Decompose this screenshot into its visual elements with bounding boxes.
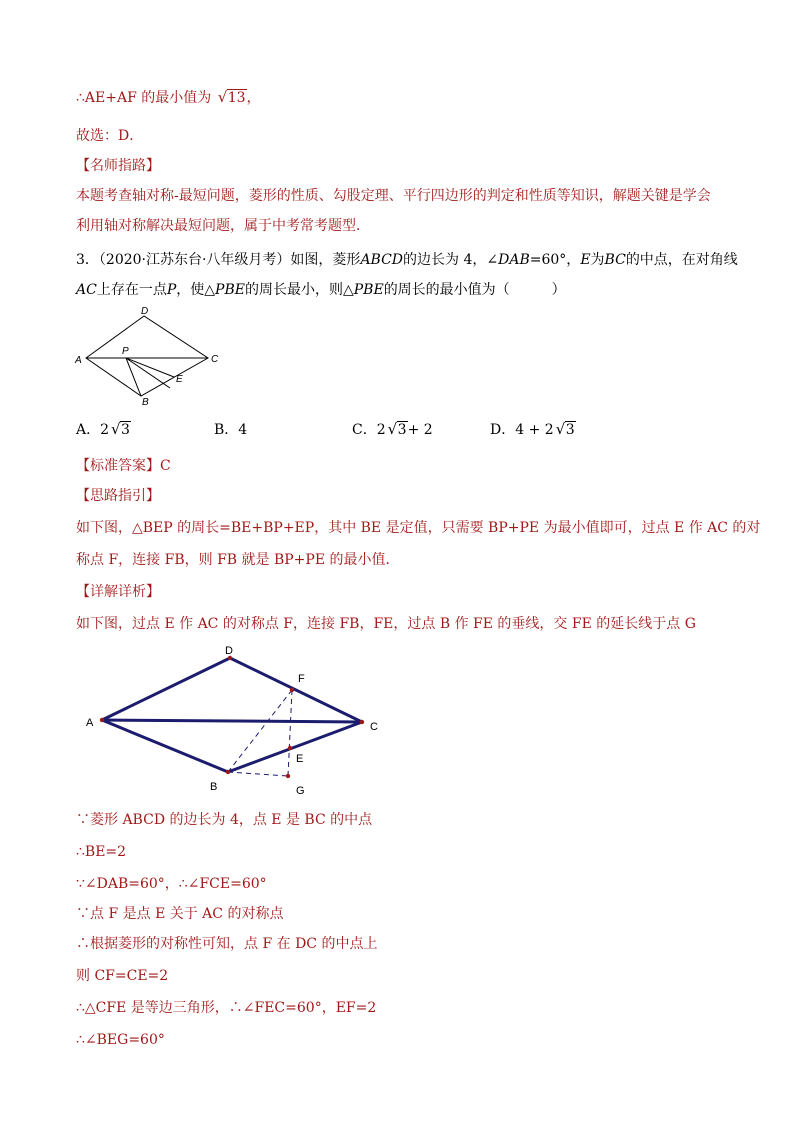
option-a-coef: 2	[100, 422, 110, 438]
analysis-step: ∴△CFE 是等边三角形，∴∠FEC=60°，EF=2	[76, 1000, 377, 1016]
analysis-heading: 【详解详析】	[76, 584, 160, 600]
option-d-label: D．	[490, 422, 516, 438]
fig1-label-a: A	[75, 355, 82, 366]
q3-point-p: P	[166, 282, 177, 298]
sqrt-13-radicand: 13	[227, 90, 246, 106]
option-c-suffix: + 2	[407, 422, 433, 438]
fig2-label-c: C	[370, 721, 378, 733]
option-a-sqrt: √ 3	[111, 420, 130, 438]
analysis-step: ∴BE=2	[76, 844, 127, 860]
option-a	[76, 420, 131, 440]
fig1-label-e: E	[176, 374, 183, 385]
fig2-label-b: B	[210, 781, 218, 793]
analysis-step: ∴∠BEG=60°	[76, 1032, 165, 1048]
solution-figure	[80, 642, 400, 802]
q3-text: 为	[590, 252, 605, 268]
segment-bg	[228, 772, 288, 776]
diagonal-ac	[102, 720, 362, 722]
question-3-line-1	[76, 250, 738, 270]
option-d-prefix: 4 + 2	[515, 422, 554, 438]
hint-text-2: 称点 F，连接 FB，则 FB 就是 BP+PE 的最小值．	[76, 552, 400, 568]
analysis-step: 则 CF=CE=2	[76, 968, 169, 984]
q3-angle-name: DAB	[498, 252, 530, 268]
fig1-label-c: C	[211, 354, 219, 365]
q3-text: 的边长为 4，∠	[403, 252, 499, 268]
option-b	[214, 420, 247, 440]
q3-text: 的中点，在对角线	[625, 252, 738, 268]
question-3-line-2	[76, 280, 566, 300]
choice-line: 故选：D．	[76, 128, 144, 144]
teacher-guide-text-1: 本题考查轴对称-最短问题，菱形的性质、勾股定理、平行四边形的判定和性质等知识，解题关键是学会	[76, 188, 711, 204]
analysis-step: ∵菱形 ABCD 的边长为 4，点 E 是 BC 的中点	[76, 812, 373, 828]
analysis-intro: 如下图，过点 E 作 AC 的对称点 F，连接 FB，FE，过点 B 作 FE 的垂线，交 FE 的延长线于点 G	[76, 616, 696, 632]
point-a	[100, 718, 104, 722]
option-c	[352, 420, 433, 440]
teacher-guide-text-2: 利用轴对称解决最短问题，属于中考常考题型．	[76, 218, 370, 234]
option-c-radicand: 3	[397, 422, 407, 438]
option-c-label: C．	[352, 422, 377, 438]
fig2-label-e: E	[296, 753, 304, 765]
rhombus-abcd	[102, 658, 362, 772]
conclusion-line	[76, 88, 261, 108]
q3-point-e: E	[580, 252, 591, 268]
option-d-sqrt: √ 3	[555, 420, 575, 438]
point-b	[226, 770, 230, 774]
point-c	[360, 720, 364, 724]
sqrt-13: √ 13	[217, 88, 246, 106]
point-e	[288, 746, 292, 750]
fig1-label-p: P	[122, 346, 129, 357]
option-d	[490, 420, 576, 440]
q3-text: 上存在一点	[96, 282, 167, 298]
q3-triangle-pbe: PBE	[353, 282, 384, 298]
q3-diagonal-ac: AC	[76, 282, 97, 298]
analysis-step: ∴根据菱形的对称性可知，点 F 在 DC 的中点上	[76, 936, 378, 952]
analysis-step: ∵点 F 是点 E 关于 AC 的对称点	[76, 906, 284, 922]
point-g	[286, 774, 290, 778]
option-a-radicand: 3	[121, 422, 130, 438]
hint-text-1: 如下图，△BEP 的周长=BE+BP+EP，其中 BE 是定值，只需要 BP+PE 为最小值即可，过点 E 作 AC 的对	[76, 520, 761, 536]
option-a-label: A．	[76, 422, 101, 438]
option-b-value: 4	[238, 422, 248, 438]
answer-value: C	[160, 458, 171, 474]
hint-heading: 【思路指引】	[76, 488, 160, 504]
q3-text: 的周长最小，则△	[244, 282, 354, 298]
q3-text: ，使△	[176, 282, 216, 298]
analysis-step: ∵∠DAB=60°，∴∠FCE=60°	[76, 876, 267, 892]
fig2-label-g: G	[296, 785, 305, 797]
q3-rhombus-name: ABCD	[360, 252, 404, 268]
fig1-label-d: D	[141, 306, 149, 317]
conclusion-prefix: ∴AE+AF 的最小值为	[76, 90, 212, 106]
fig2-label-d: D	[225, 645, 233, 657]
conclusion-suffix: ，	[246, 90, 261, 106]
q3-text: =60°，	[529, 252, 581, 268]
fig2-label-a: A	[86, 717, 94, 729]
fig1-label-b: B	[142, 397, 149, 406]
segment-fg	[288, 690, 292, 776]
point-f	[290, 688, 294, 692]
q3-text: 3．（2020·江苏东台·八年级月考）如图，菱形	[76, 252, 361, 268]
q3-triangle-pbe: PBE	[215, 282, 245, 298]
option-c-sqrt: √ 3	[387, 420, 407, 438]
q3-text: 的周长的最小值为（ ）	[383, 282, 566, 298]
option-d-radicand: 3	[565, 422, 575, 438]
fig2-label-f: F	[298, 673, 305, 685]
rhombus-abcd	[86, 316, 208, 396]
answer-line	[76, 456, 171, 476]
option-c-coef: 2	[376, 422, 386, 438]
teacher-guide-heading: 【名师指路】	[76, 158, 160, 174]
question-3-figure	[70, 302, 230, 406]
q3-segment-bc: BC	[604, 252, 626, 268]
option-b-label: B．	[214, 422, 239, 438]
answer-label: 【标准答案】	[76, 458, 160, 474]
